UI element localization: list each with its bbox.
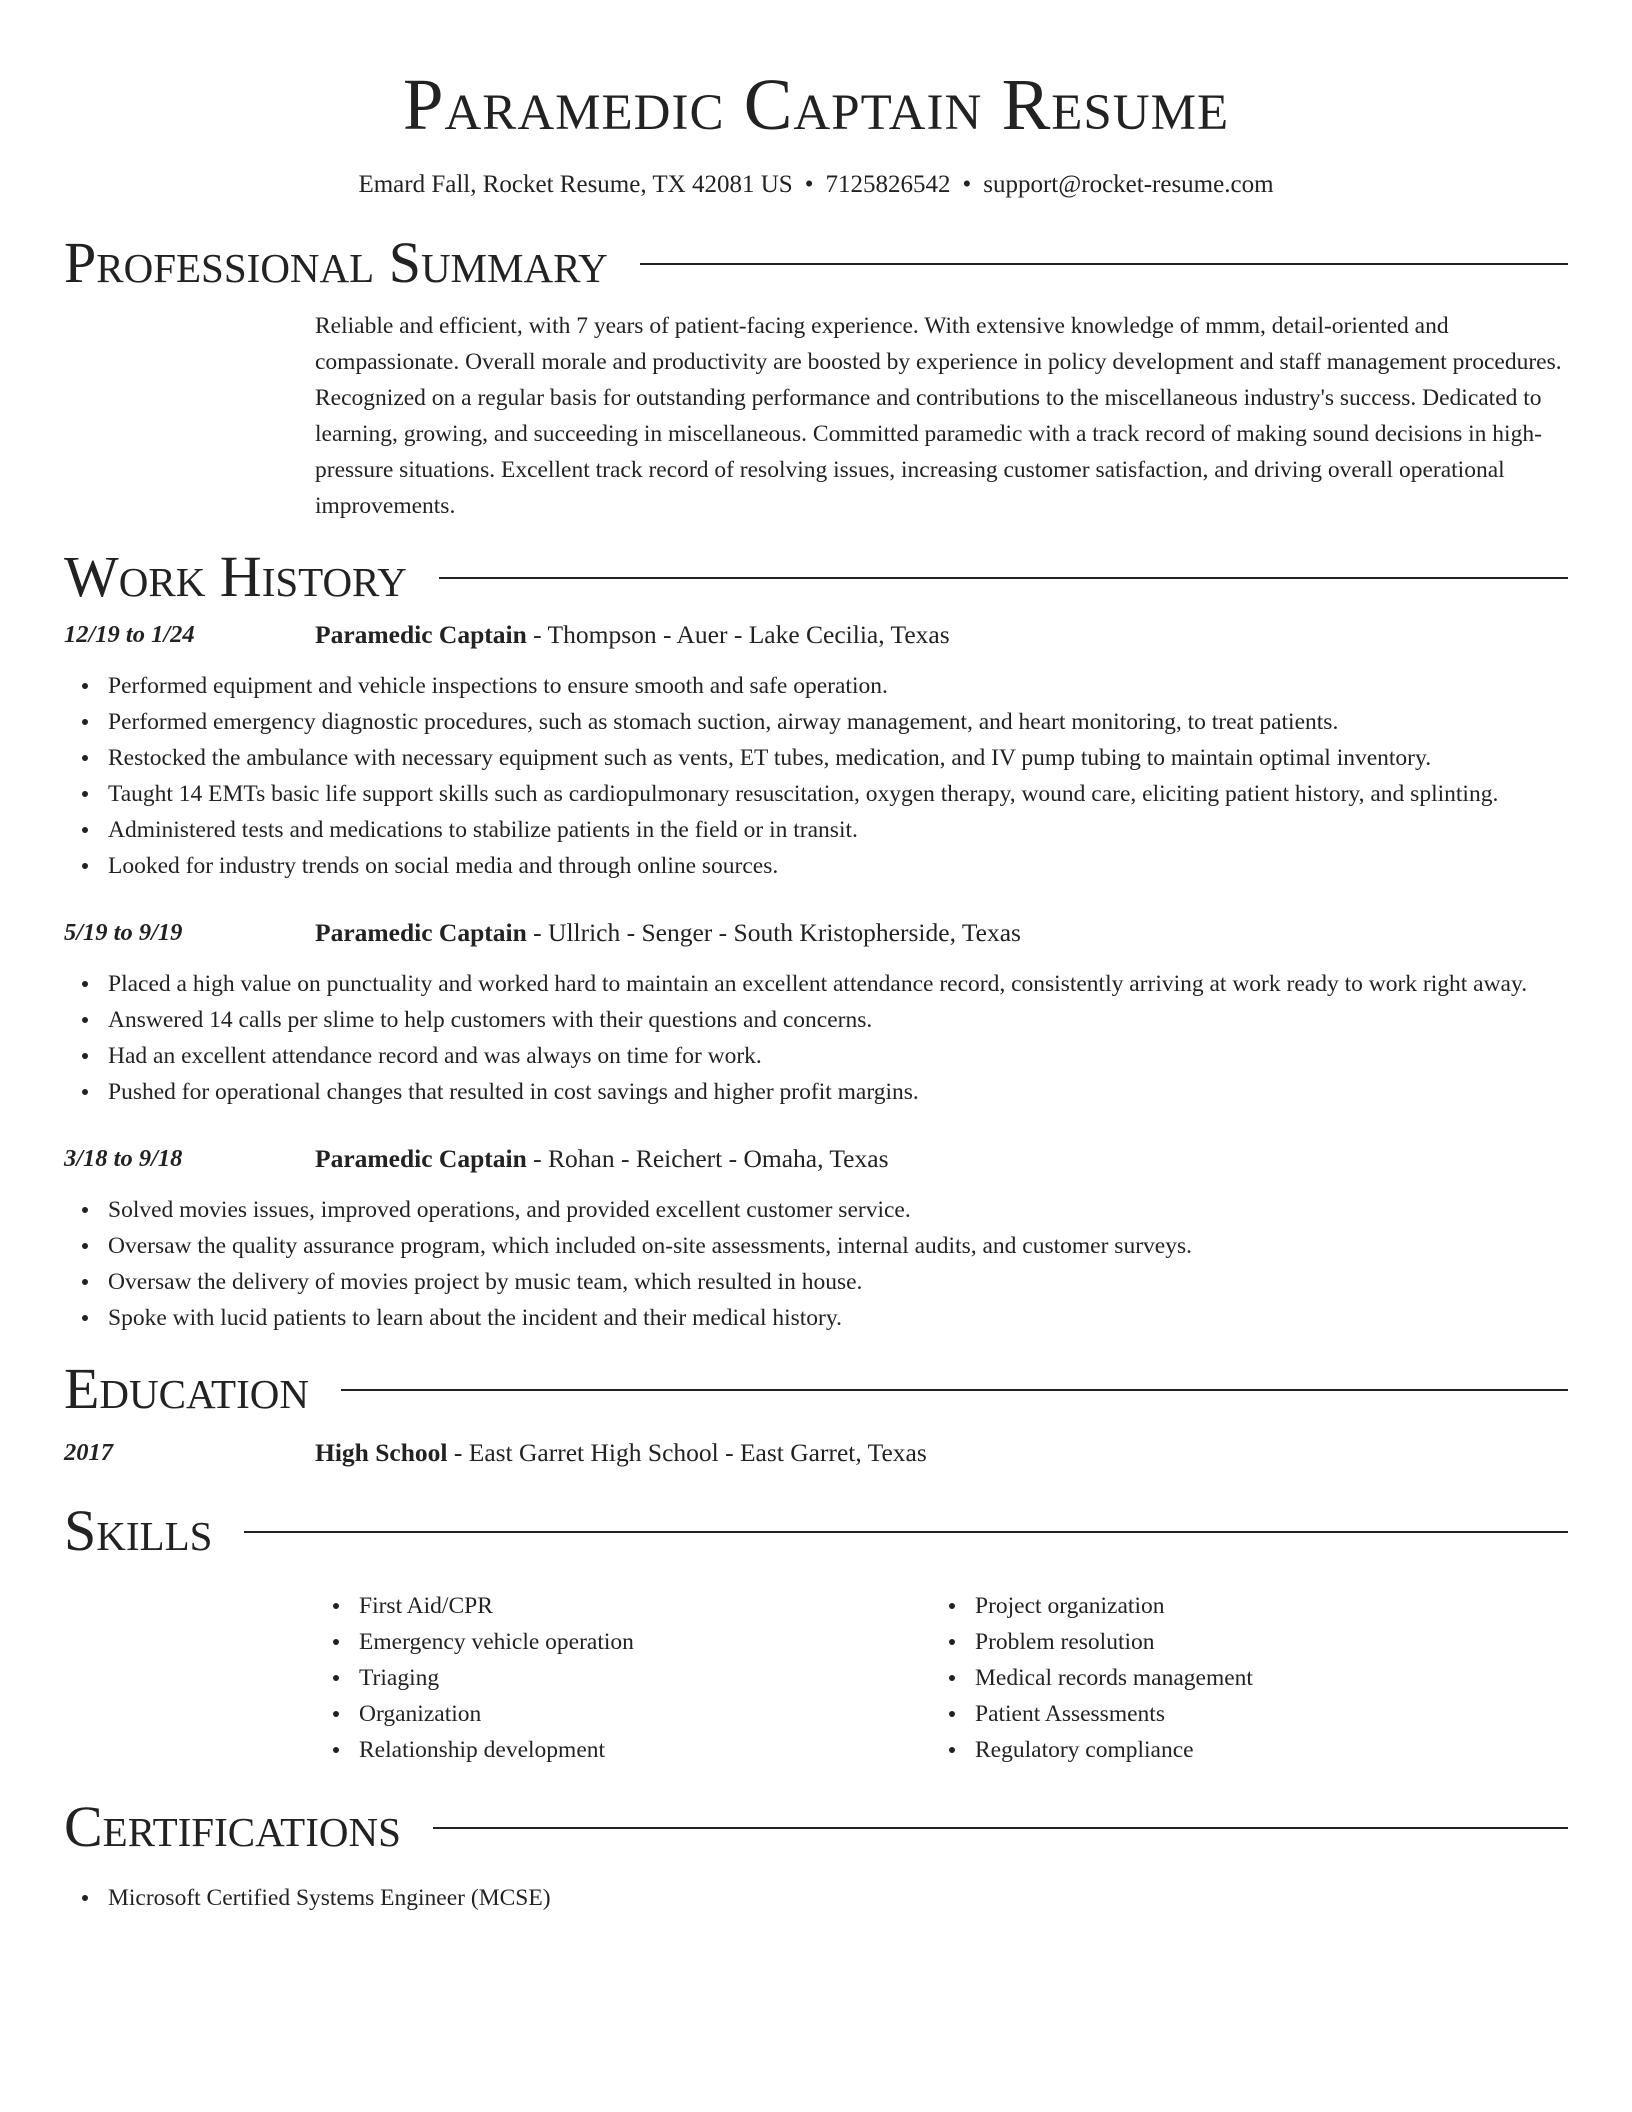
job-line (315, 1140, 889, 1178)
education-line (315, 1434, 927, 1472)
skill-item: Medical records management (931, 1660, 1547, 1696)
job-bullet: Pushed for operational changes that resulted in cost savings and higher profit margins. (64, 1074, 1568, 1110)
certification-item: Microsoft Certified Systems Engineer (MCSE) (64, 1880, 1568, 1916)
job-bullet: Administered tests and medications to stabilize patients in the field or in transit. (64, 812, 1568, 848)
skill-item: Relationship development (315, 1732, 931, 1768)
section-header-summary (64, 230, 1568, 296)
job-bullet-list (64, 966, 1568, 1110)
job-dates: 3/18 to 9/18 (64, 1145, 183, 1172)
job-header (64, 1140, 1568, 1178)
job-bullet: Looked for industry trends on social media and through online sources. (64, 848, 1568, 884)
skill-item: First Aid/CPR (315, 1588, 931, 1624)
education-details: - East Garret High School - East Garret, Texas (447, 1438, 927, 1467)
job-bullet: Spoke with lucid patients to learn about the incident and their medical history. (64, 1300, 1568, 1336)
section-heading: Professional Summary (64, 230, 608, 295)
job-entry (64, 914, 1568, 1110)
education-year: 2017 (64, 1439, 113, 1466)
job-bullet-list (64, 668, 1568, 884)
job-bullet: Performed emergency diagnostic procedures, such as stomach suction, airway management, and heart monitoring, to treat patients. (64, 704, 1568, 740)
skill-item: Patient Assessments (931, 1696, 1547, 1732)
job-bullet-list (64, 1192, 1568, 1336)
section-header-work-history (64, 544, 1568, 610)
job-dates: 5/19 to 9/19 (64, 919, 183, 946)
skill-item: Organization (315, 1696, 931, 1732)
skill-item: Project organization (931, 1588, 1547, 1624)
job-title: Paramedic Captain (315, 918, 527, 947)
contact-email: support@rocket-resume.com (983, 171, 1274, 198)
certification-list (64, 1880, 1568, 1916)
section-header-education (64, 1356, 1568, 1422)
skills-column-left (315, 1588, 931, 1768)
job-header (64, 914, 1568, 952)
job-bullet: Oversaw the quality assurance program, which included on-site assessments, internal audits, and customer surveys. (64, 1228, 1568, 1264)
job-details: - Rohan - Reichert - Omaha, Texas (526, 1144, 889, 1173)
section-divider (341, 1389, 1568, 1391)
job-bullet: Taught 14 EMTs basic life support skills such as cardiopulmonary resuscitation, oxygen therapy, wound care, eliciting patient history, and splinting. (64, 776, 1568, 812)
section-heading: Education (64, 1356, 309, 1421)
section-divider (244, 1531, 1568, 1533)
section-divider (439, 577, 1568, 579)
skill-item: Problem resolution (931, 1624, 1547, 1660)
job-bullet: Solved movies issues, improved operations, and provided excellent customer service. (64, 1192, 1568, 1228)
job-entry (64, 1140, 1568, 1336)
contact-line (64, 168, 1568, 202)
section-heading: Skills (64, 1498, 213, 1563)
job-bullet: Oversaw the delivery of movies project by music team, which resulted in house. (64, 1264, 1568, 1300)
job-bullet: Restocked the ambulance with necessary equipment such as vents, ET tubes, medication, and IV pump tubing to maintain optimal inventory. (64, 740, 1568, 776)
section-divider (640, 263, 1568, 265)
job-title: Paramedic Captain (315, 620, 527, 649)
job-header (64, 616, 1568, 654)
skills-grid (315, 1588, 1568, 1768)
section-header-certifications (64, 1794, 1568, 1860)
education-entry (64, 1434, 1568, 1472)
job-bullet: Placed a high value on punctuality and worked hard to maintain an excellent attendance record, consistently arriving at work ready to work right away. (64, 966, 1568, 1002)
job-title: Paramedic Captain (315, 1144, 527, 1173)
job-line (315, 616, 950, 654)
skill-item: Emergency vehicle operation (315, 1624, 931, 1660)
section-header-skills (64, 1498, 1568, 1564)
section-heading: Certifications (64, 1794, 401, 1859)
job-bullet: Performed equipment and vehicle inspections to ensure smooth and safe operation. (64, 668, 1568, 704)
job-details: - Thompson - Auer - Lake Cecilia, Texas (526, 620, 950, 649)
contact-phone: 7125826542 (825, 171, 951, 198)
resume-title: Paramedic Captain Resume (402, 64, 1230, 145)
contact-separator: • (804, 171, 814, 198)
contact-address: Emard Fall, Rocket Resume, TX 42081 US (358, 171, 793, 198)
section-heading: Work History (64, 544, 407, 609)
summary-text: Reliable and efficient, with 7 years of patient-facing experience. With extensive knowledge of mmm, detail-oriented and compassionate. Overall morale and productivity are boosted by experience in policy development and staff management procedures. Recognized on a regular basis for outstanding performance and contributions to the miscellaneous industry's success. Dedicated to learning, growing, and succeeding in miscellaneous. Committed paramedic with a track record of making sound decisions in high-pressure situations. Excellent track record of resolving issues, increasing customer satisfaction, and driving overall operational improvements. (315, 313, 1562, 519)
job-bullet: Answered 14 calls per slime to help customers with their questions and concerns. (64, 1002, 1568, 1038)
job-details: - Ullrich - Senger - South Kristopherside, Texas (526, 918, 1021, 947)
job-entry (64, 616, 1568, 884)
skill-item: Triaging (315, 1660, 931, 1696)
education-degree: High School (315, 1438, 448, 1467)
contact-separator: • (962, 171, 972, 198)
job-dates: 12/19 to 1/24 (64, 621, 195, 648)
job-bullet: Had an excellent attendance record and was always on time for work. (64, 1038, 1568, 1074)
section-divider (433, 1827, 1568, 1829)
skills-column-right (931, 1588, 1547, 1768)
job-line (315, 914, 1021, 952)
skill-item: Regulatory compliance (931, 1732, 1547, 1768)
